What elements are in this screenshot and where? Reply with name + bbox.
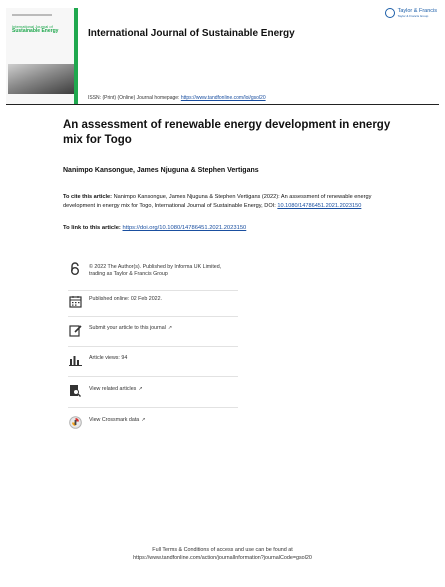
crossmark-row[interactable] (68, 415, 239, 429)
calendar-icon (68, 294, 82, 308)
row-divider (68, 407, 238, 408)
footer-terms: Full Terms & Conditions of access and use can be found at (152, 547, 293, 553)
journal-cover (6, 8, 78, 104)
link-label: To link to this article: (63, 225, 121, 231)
external-link-icon: ↗ (167, 325, 173, 331)
article-title: An assessment of renewable energy development in energy mix for Togo (63, 119, 391, 146)
publisher-tagline: Taylor & Francis Group (397, 14, 429, 18)
cover-journal-name: International Journal of (12, 24, 53, 29)
article-views: Article views: 94 (89, 355, 128, 361)
edit-icon (68, 323, 82, 337)
citation-text: Nanimpo Kansongue, James Njuguna & Stephen Vertigans (2022): An assessment of renewable energy development in energy mix for Togo, International Journal of Sustainable Energy, DOI: (63, 194, 372, 209)
related-articles-link[interactable] (89, 384, 239, 393)
published-date: Published online: 02 Feb 2022. (89, 296, 163, 302)
issn-text: ISSN: (Print) (Online) Journal homepage: (88, 95, 180, 101)
external-link-icon: ↗ (138, 386, 143, 392)
publisher-logo[interactable] (385, 8, 437, 18)
footer-url[interactable]: https://www.tandfonline.com/action/journalInformation?journalCode=gsol20 (133, 555, 312, 561)
publisher-name: Taylor & Francis (397, 8, 437, 14)
cover-photo (8, 64, 74, 94)
citation-doi-link[interactable]: 10.1080/14786451.2021.2023150 (277, 202, 362, 209)
cover-top-line (12, 14, 52, 16)
footer (0, 546, 445, 562)
submit-label: Submit your article to this journal (89, 325, 166, 331)
row-divider (68, 376, 238, 377)
article-doi-link[interactable]: https://doi.org/10.1080/14786451.2021.2023150 (122, 225, 247, 231)
cover-journal-subject: Sustainable Energy (12, 28, 59, 34)
license-row (68, 262, 224, 278)
related-row[interactable] (68, 384, 239, 398)
issn-line (88, 95, 266, 101)
crossmark-label: View Crossmark data (89, 417, 140, 423)
row-divider (68, 346, 238, 347)
related-label: View related articles (89, 386, 137, 392)
journal-homepage-link[interactable]: https://www.tandfonline.com/loi/gsol20 (180, 95, 266, 101)
journal-title: International Journal of Sustainable Energy (88, 28, 295, 39)
cover-title (12, 24, 58, 34)
header-divider (6, 104, 439, 105)
crossmark-icon (68, 415, 82, 429)
row-divider (68, 316, 238, 317)
external-link-icon: ↗ (141, 417, 146, 423)
search-document-icon (68, 384, 82, 398)
article-link-line (63, 225, 246, 231)
taylor-francis-logo-icon (385, 8, 395, 18)
citation-label: To cite this article: (63, 194, 113, 200)
license-text: © 2022 The Author(s). Published by Informa UK Limited, trading as Taylor & Francis Group (89, 264, 222, 277)
submit-article-link[interactable] (89, 323, 239, 332)
views-row (68, 353, 239, 367)
bar-chart-icon (68, 353, 82, 367)
citation-block (63, 193, 383, 210)
article-authors: Nanimpo Kansongue, James Njuguna & Stephen Vertigans (63, 167, 259, 174)
crossmark-link[interactable] (89, 415, 239, 424)
published-row (68, 294, 239, 308)
row-divider (68, 290, 238, 291)
submit-row[interactable] (68, 323, 239, 337)
open-access-icon (68, 262, 82, 276)
